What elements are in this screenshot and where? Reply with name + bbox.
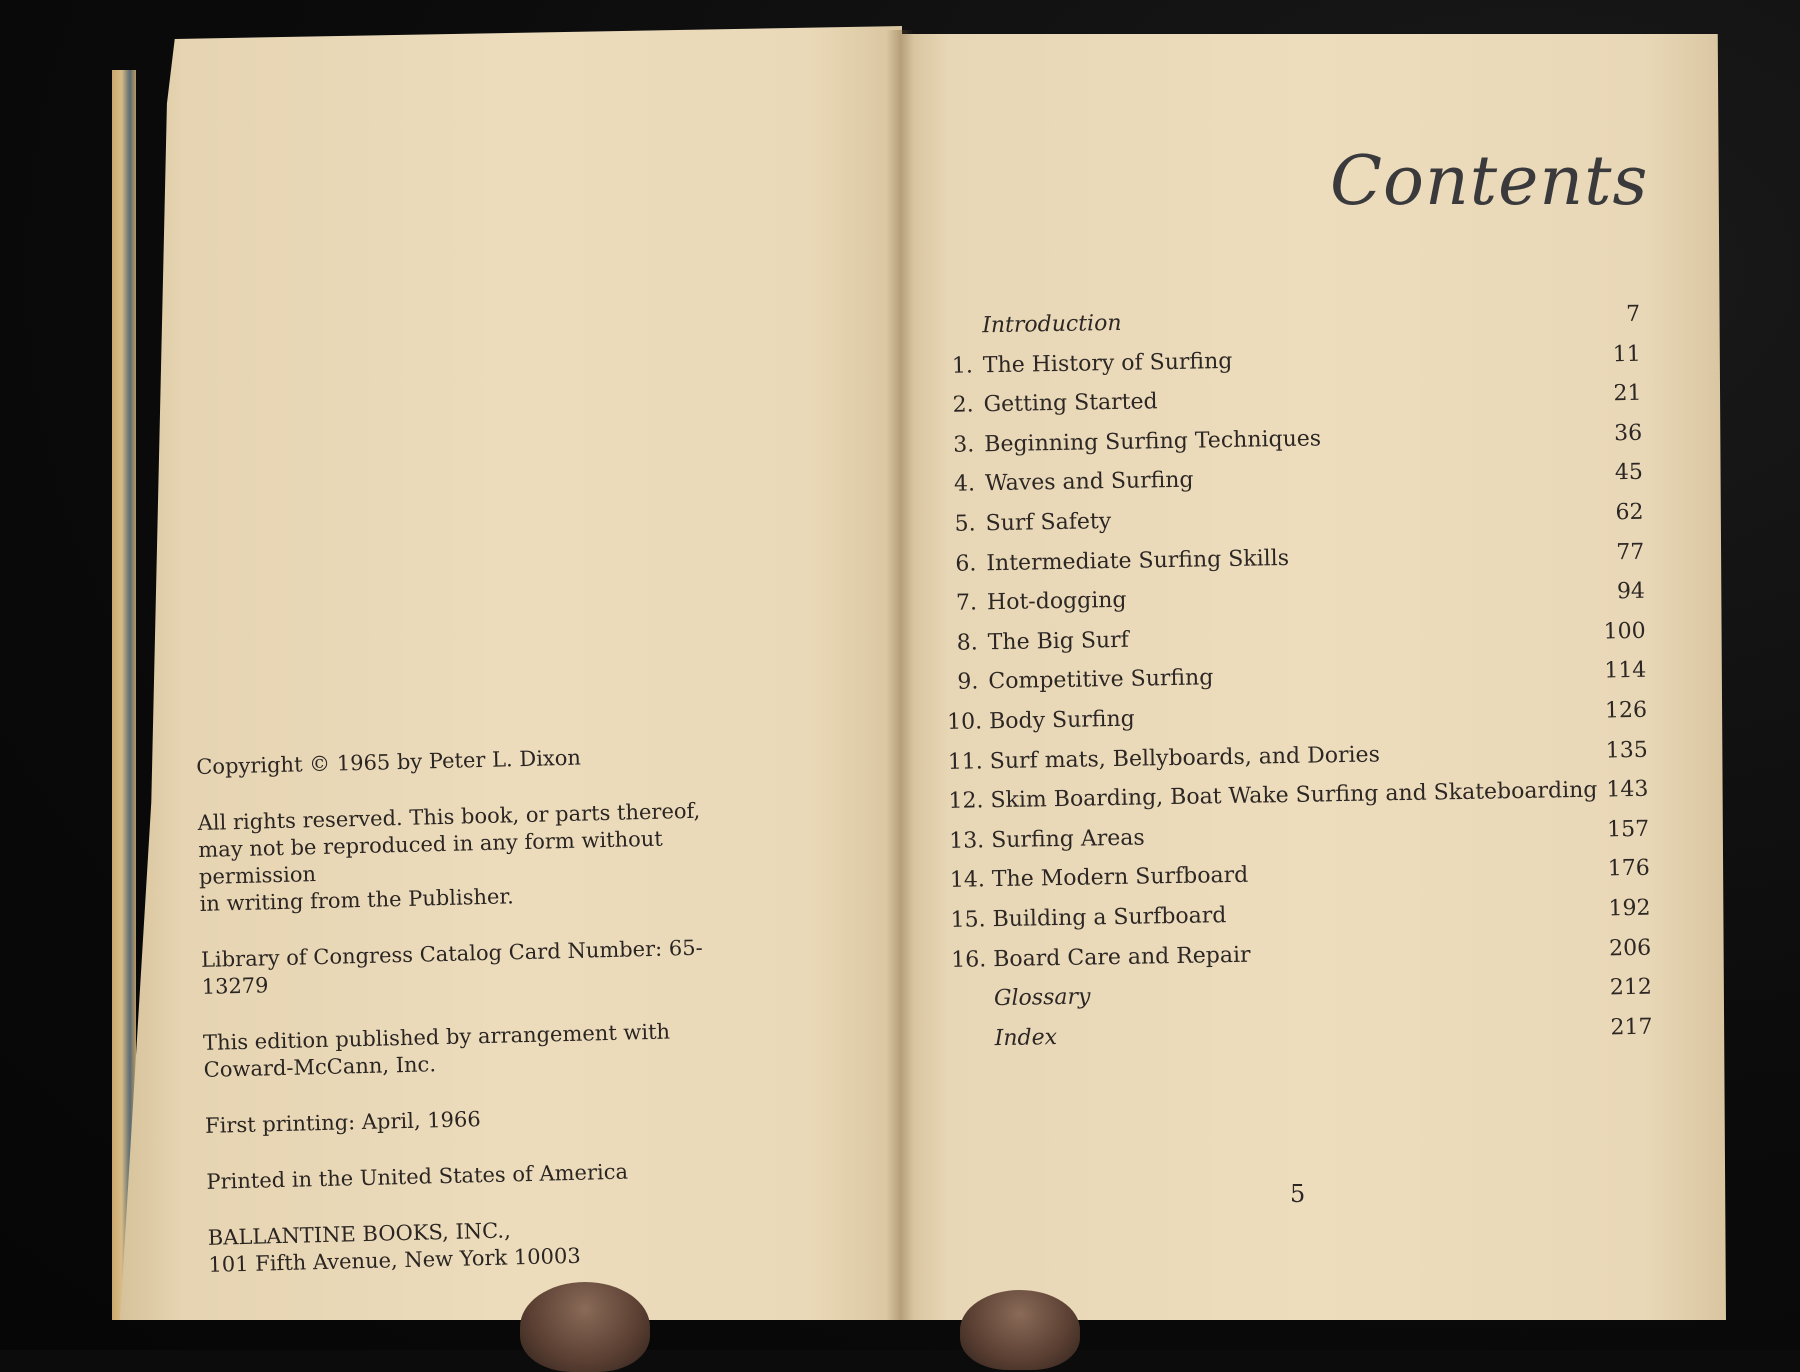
toc-chapter-number: 8. <box>956 630 978 656</box>
toc-chapter-title: Building a Surfboard <box>992 903 1227 933</box>
rights-line: in writing from the Publisher. <box>199 884 515 916</box>
toc-chapter-number: 2. <box>952 392 974 418</box>
toc-page-number: 192 <box>1608 895 1651 922</box>
toc-page-number: 94 <box>1616 578 1646 605</box>
first-printing: First printing: April, 1966 <box>204 1107 481 1138</box>
toc-chapter-number: 3. <box>953 432 975 458</box>
toc-chapter-title: Body Surfing <box>988 706 1135 735</box>
toc-chapter-title: Introduction <box>981 310 1122 339</box>
edition-line: This edition published by arrangement with <box>202 1019 671 1055</box>
toc-chapter-number: 13. <box>948 828 985 854</box>
toc-chapter-number: 14. <box>949 867 986 894</box>
toc-chapter-number: 15. <box>950 907 986 933</box>
toc-chapter-title: Glossary <box>993 984 1091 1012</box>
table-of-contents <box>940 302 1653 1066</box>
toc-page-number: 11 <box>1612 341 1642 367</box>
toc-chapter-title: Index <box>994 1024 1058 1051</box>
toc-chapter-title: Surf mats, Bellyboards, and Dories <box>989 741 1381 774</box>
toc-chapter-number: 4. <box>953 471 976 498</box>
thumb-left <box>520 1282 650 1372</box>
toc-chapter-number: 7. <box>955 590 978 616</box>
toc-chapter-title: Hot-dogging <box>986 587 1127 616</box>
edition-line: Coward-McCann, Inc. <box>203 1052 437 1082</box>
toc-chapter-title: Waves and Surfing <box>984 467 1194 497</box>
toc-chapter-number: 6. <box>955 550 977 577</box>
toc-chapter-number <box>952 1026 984 1027</box>
toc-page-number: 45 <box>1614 460 1644 486</box>
toc-page-number: 206 <box>1608 935 1652 961</box>
toc-chapter-title: Getting Started <box>983 389 1158 418</box>
toc-chapter-number <box>940 313 972 314</box>
copyright-line: Copyright © 1965 by Peter L. Dixon <box>196 745 582 779</box>
book-spine <box>886 30 914 1320</box>
toc-chapter-title: The History of Surfing <box>982 348 1233 378</box>
toc-chapter-title: Board Care and Repair <box>993 942 1251 972</box>
page-number: 5 <box>1290 1180 1306 1208</box>
toc-page-number: 176 <box>1607 856 1651 882</box>
toc-chapter-number: 16. <box>951 946 987 973</box>
rights-line: All rights reserved. This book, or parts thereof, <box>197 798 701 835</box>
toc-page-number: 62 <box>1615 499 1644 526</box>
toc-chapter-number: 10. <box>946 709 983 735</box>
toc-page-number: 114 <box>1604 658 1647 684</box>
toc-chapter-title: Surfing Areas <box>990 825 1145 853</box>
toc-page-number: 36 <box>1613 420 1643 447</box>
toc-chapter-number: 5. <box>954 511 976 537</box>
toc-chapter-number <box>952 986 984 987</box>
toc-chapter-title: Competitive Surfing <box>988 665 1214 695</box>
copyright-block <box>196 740 769 1308</box>
toc-chapter-title: Beginning Surfing Techniques <box>984 426 1322 458</box>
printed-in: Printed in the United States of America <box>206 1159 629 1194</box>
toc-chapter-number: 9. <box>957 669 979 696</box>
rights-line: may not be reproduced in any form without permission <box>198 826 663 889</box>
publisher-street: 101 Fifth Avenue, New York 10003 <box>208 1243 581 1277</box>
toc-page-number: 212 <box>1609 974 1653 1001</box>
rights-statement <box>197 796 759 918</box>
toc-page-number: 217 <box>1610 1014 1653 1041</box>
toc-chapter-number: 12. <box>948 788 984 815</box>
toc-page-number: 126 <box>1604 697 1648 724</box>
toc-chapter-title: The Big Surf <box>987 627 1129 655</box>
toc-page-number: 21 <box>1613 380 1642 407</box>
toc-page-number: 157 <box>1606 816 1650 843</box>
toc-page-number: 7 <box>1625 301 1641 328</box>
toc-page-number: 100 <box>1603 618 1646 645</box>
toc-page-number: 143 <box>1606 776 1649 803</box>
toc-chapter-title: Surf Safety <box>985 509 1112 537</box>
catalog-number: Library of Congress Catalog Card Number: 65-13279 <box>200 935 703 999</box>
toc-chapter-title: The Modern Surfboard <box>991 863 1249 893</box>
toc-chapter-number: 1. <box>951 353 974 379</box>
contents-title: Contents <box>1330 142 1649 221</box>
toc-page-number: 77 <box>1616 539 1645 565</box>
publisher-name: BALLANTINE BOOKS, INC., <box>207 1218 512 1250</box>
publisher-address <box>208 1211 769 1279</box>
toc-chapter-title: Intermediate Surfing Skills <box>986 545 1290 576</box>
toc-chapter-title: Skim Boarding, Boat Wake Surfing and Skateboarding <box>990 777 1598 814</box>
toc-chapter-number: 11. <box>947 748 984 775</box>
edition-note <box>203 1016 764 1084</box>
toc-page-number: 135 <box>1605 737 1648 763</box>
thumb-right <box>960 1290 1080 1370</box>
